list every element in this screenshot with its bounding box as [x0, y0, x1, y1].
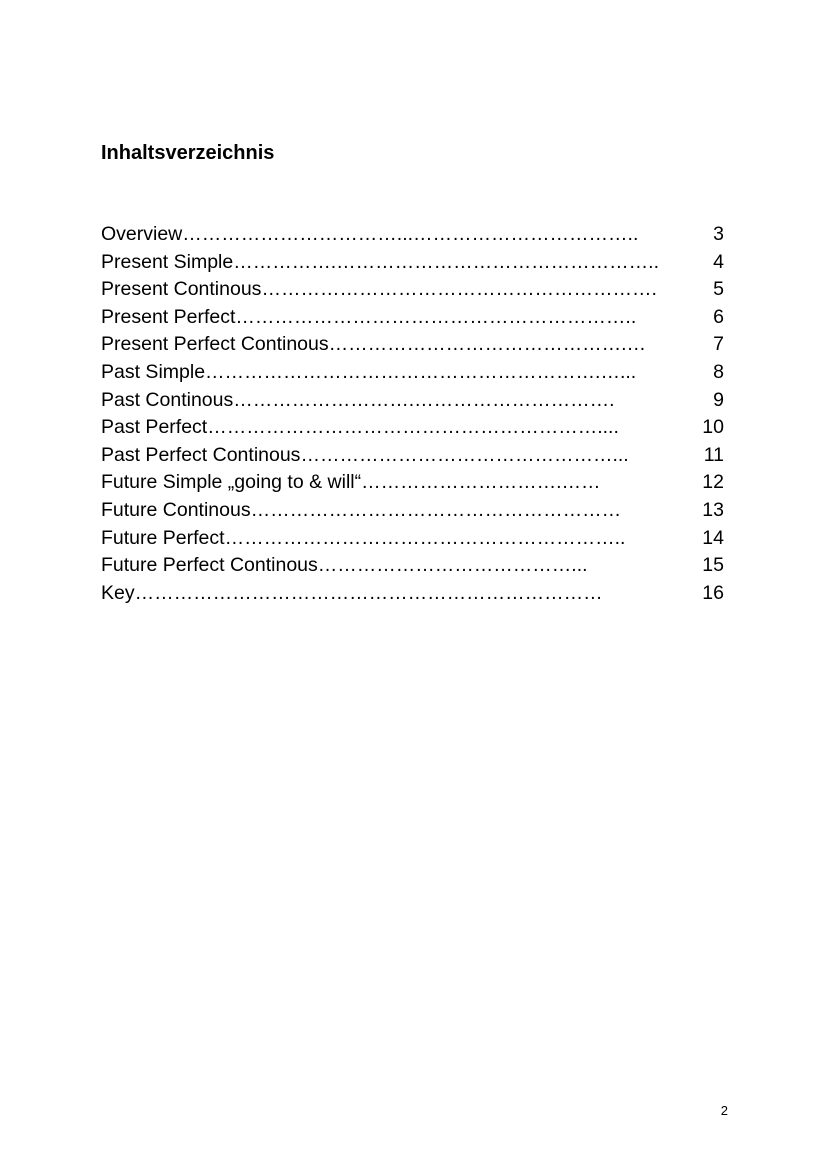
toc-entry-label: Future Continous: [101, 498, 251, 521]
toc-entry-page: 5: [712, 276, 724, 304]
toc-entry-leader: ……………………….………………………….: [233, 388, 615, 411]
toc-entry-label: Future Perfect Continous: [101, 554, 318, 577]
toc-entry-leader: ………………………….……: [361, 471, 601, 494]
toc-entry-title: [101, 276, 657, 304]
toc-entry-leader: …………………………………………………….: [261, 278, 657, 301]
toc-entry-leader: ……………………………………………………....: [207, 416, 619, 439]
toc-entry-label: Past Perfect: [101, 416, 208, 439]
page-number: 2: [720, 1103, 728, 1118]
toc-entry: [101, 331, 724, 359]
table-of-contents: [101, 221, 724, 607]
toc-entry-leader: ……………………………...……………………………..: [182, 223, 639, 245]
toc-entry-title: [101, 525, 625, 553]
toc-entry: [101, 359, 724, 387]
toc-entry: [101, 304, 724, 332]
toc-entry-title: [101, 552, 588, 580]
toc-entry-page: 13: [701, 497, 724, 525]
toc-entry-title: [101, 469, 601, 497]
toc-entry-page: 6: [712, 304, 724, 332]
toc-entry-title: [101, 359, 636, 387]
toc-entry-leader: …………….…………………………………………..: [233, 250, 659, 273]
toc-entry: [101, 469, 724, 497]
toc-entry-title: [101, 497, 621, 525]
toc-entry-title: [101, 331, 646, 359]
toc-entry: [101, 387, 724, 415]
toc-entry-label: Past Continous: [101, 388, 234, 411]
toc-entry: [101, 276, 724, 304]
toc-entry-title: [101, 221, 638, 249]
toc-entry-label: Present Perfect Continous: [101, 333, 329, 356]
toc-entry: [101, 552, 724, 580]
toc-entry-page: 3: [712, 221, 724, 249]
toc-entry-page: 8: [712, 359, 724, 387]
toc-entry: [101, 580, 724, 608]
toc-entry-page: 15: [701, 552, 724, 580]
toc-entry-leader: …………………………………………………….…...: [205, 360, 637, 383]
toc-entry-leader: …………………………………………………: [250, 498, 622, 521]
toc-entry: [101, 497, 724, 525]
toc-entry-page: 10: [701, 414, 724, 442]
toc-entry-page: 11: [703, 442, 724, 470]
toc-entry-label: Future Simple „going to & will“: [101, 471, 362, 494]
toc-entry-page: 14: [701, 525, 724, 553]
toc-entry-title: [101, 387, 615, 415]
toc-entry-title: [101, 580, 603, 608]
toc-entry-page: 12: [701, 469, 724, 497]
toc-entry-page: 9: [712, 387, 724, 415]
toc-entry-title: [101, 414, 619, 442]
toc-entry-label: Past Perfect Continous: [101, 443, 301, 466]
toc-entry: [101, 249, 724, 277]
toc-entry-leader: ……………………………………………………..: [235, 305, 637, 328]
toc-entry-label: Key: [101, 581, 135, 604]
toc-entry: [101, 525, 724, 553]
toc-entry-leader: …………………………………………...: [300, 443, 629, 466]
toc-entry-leader: ……………………………………………………..: [224, 526, 626, 549]
toc-entry-page: 16: [701, 580, 724, 608]
toc-entry-title: [101, 304, 636, 332]
toc-entry-leader: …………………………………...: [317, 554, 588, 577]
toc-entry: [101, 414, 724, 442]
toc-entry-title: [101, 442, 629, 470]
toc-entry-title: [101, 249, 659, 277]
toc-entry: [101, 442, 724, 470]
toc-entry-page: 7: [712, 331, 724, 359]
toc-entry-leader: ……………………………………….…: [328, 333, 647, 356]
toc-entry-label: Present Continous: [101, 278, 262, 301]
toc-entry-label: Overview: [101, 223, 183, 245]
toc-entry: [101, 221, 724, 249]
toc-entry-label: Present Simple: [101, 250, 234, 273]
toc-entry-leader: ………………………………………………………………: [134, 581, 603, 604]
toc-heading: Inhaltsverzeichnis: [101, 142, 275, 164]
toc-entry-label: Past Simple: [101, 360, 206, 383]
toc-entry-label: Future Perfect: [101, 526, 225, 549]
toc-entry-label: Present Perfect: [101, 305, 236, 328]
toc-entry-page: 4: [712, 249, 724, 277]
